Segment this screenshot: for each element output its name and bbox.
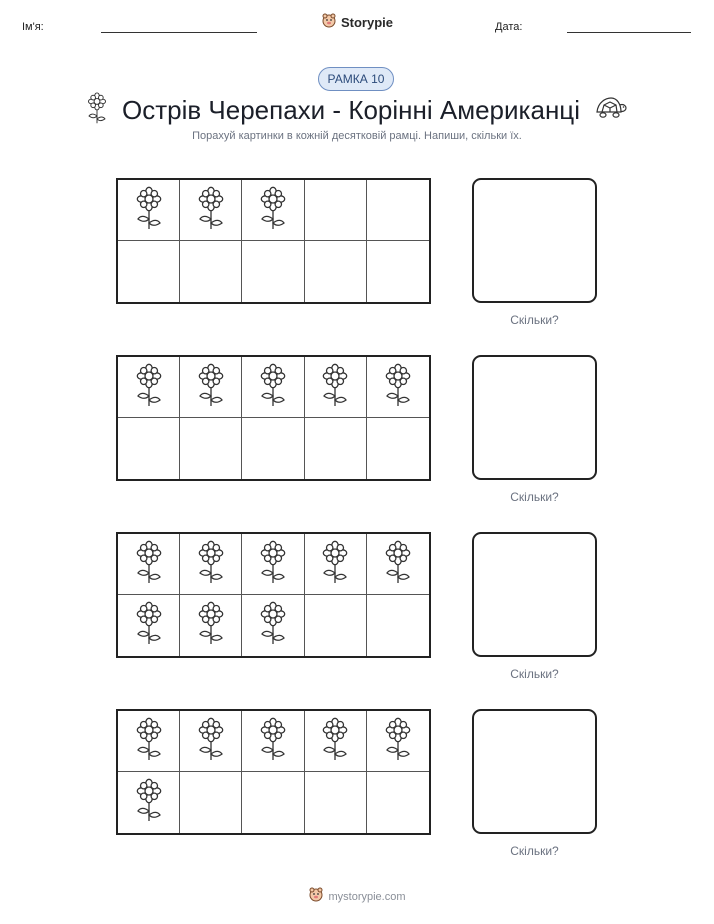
ten-frame-cell	[118, 772, 180, 833]
flower-icon	[134, 778, 164, 827]
flower-icon	[134, 363, 164, 412]
footer	[0, 886, 714, 907]
ten-frame-cell	[118, 357, 180, 418]
brand-name: Storypie	[340, 15, 393, 30]
flower-icon	[383, 540, 413, 589]
flower-icon	[258, 186, 288, 235]
title-row	[0, 92, 714, 129]
ten-frame-cell	[367, 772, 429, 833]
date-label: Дата:	[495, 21, 523, 33]
flower-icon	[320, 540, 350, 589]
answer-box-4[interactable]	[472, 709, 597, 834]
flower-icon	[196, 717, 226, 766]
ten-frame-cell	[118, 595, 180, 656]
storypie-mascot-icon	[321, 12, 337, 33]
answer-box-1[interactable]	[472, 178, 597, 303]
ten-frame-cell	[242, 180, 304, 241]
ten-frame-cell	[180, 180, 242, 241]
ten-frame-cell	[242, 595, 304, 656]
ten-frame-cell	[180, 357, 242, 418]
flower-icon	[196, 363, 226, 412]
ten-frame-cell	[242, 357, 304, 418]
flower-icon	[134, 717, 164, 766]
instructions: Порахуй картинки в кожній десятковій рамці. Напиши, скільки їх.	[192, 130, 522, 142]
flower-icon	[134, 540, 164, 589]
flower-icon	[383, 363, 413, 412]
ten-frame-3	[116, 532, 431, 658]
ten-frame-cell	[367, 180, 429, 241]
footer-url: mystorypie.com	[328, 890, 406, 903]
ten-frame-cell	[305, 711, 367, 772]
turtle-icon	[594, 96, 628, 125]
ten-frame-cell	[180, 534, 242, 595]
ten-frame-4	[116, 709, 431, 835]
flower-icon	[196, 186, 226, 235]
ten-frame-cell	[242, 711, 304, 772]
answer-prompt-3: Скільки?	[510, 667, 559, 681]
ten-frame-cell	[118, 711, 180, 772]
answer-box-2[interactable]	[472, 355, 597, 480]
ten-frame-cell	[242, 418, 304, 479]
flower-icon	[196, 540, 226, 589]
flower-icon	[134, 601, 164, 650]
ten-frame-cell	[118, 534, 180, 595]
ten-frame-cell	[180, 595, 242, 656]
date-field-line[interactable]	[567, 32, 691, 33]
page-title: Острів Черепахи - Корінні Американці	[122, 95, 580, 125]
ten-frame-cell	[305, 180, 367, 241]
name-label: Ім'я:	[22, 21, 44, 33]
ten-frame-cell	[180, 711, 242, 772]
ten-frame-cell	[180, 772, 242, 833]
storypie-mascot-icon	[308, 886, 324, 907]
answer-box-3[interactable]	[472, 532, 597, 657]
brand-logo	[0, 12, 714, 33]
frame-type-badge: РАМКА 10	[318, 67, 394, 91]
ten-frame-cell	[305, 534, 367, 595]
ten-frame-cell	[367, 711, 429, 772]
ten-frame-cell	[242, 241, 304, 302]
answer-prompt-1: Скільки?	[510, 313, 559, 327]
flower-icon	[320, 363, 350, 412]
ten-frame-1	[116, 178, 431, 304]
ten-frame-cell	[180, 241, 242, 302]
ten-frame-cell	[305, 418, 367, 479]
ten-frame-cell	[118, 241, 180, 302]
ten-frame-cell	[367, 418, 429, 479]
ten-frame-cell	[367, 241, 429, 302]
ten-frame-cell	[305, 357, 367, 418]
flower-icon	[258, 540, 288, 589]
flower-icon	[258, 601, 288, 650]
ten-frame-cell	[118, 180, 180, 241]
ten-frame-cell	[367, 595, 429, 656]
ten-frame-cell	[118, 418, 180, 479]
flower-icon	[196, 601, 226, 650]
ten-frame-cell	[305, 595, 367, 656]
flower-icon	[320, 717, 350, 766]
ten-frame-cell	[242, 534, 304, 595]
flower-icon	[134, 186, 164, 235]
ten-frame-cell	[180, 418, 242, 479]
ten-frame-cell	[305, 241, 367, 302]
ten-frame-cell	[367, 534, 429, 595]
ten-frame-cell	[242, 772, 304, 833]
ten-frame-2	[116, 355, 431, 481]
flower-icon	[258, 717, 288, 766]
flower-icon	[86, 92, 108, 129]
answer-prompt-4: Скільки?	[510, 844, 559, 858]
flower-icon	[258, 363, 288, 412]
ten-frame-cell	[367, 357, 429, 418]
flower-icon	[383, 717, 413, 766]
ten-frame-cell	[305, 772, 367, 833]
answer-prompt-2: Скільки?	[510, 490, 559, 504]
